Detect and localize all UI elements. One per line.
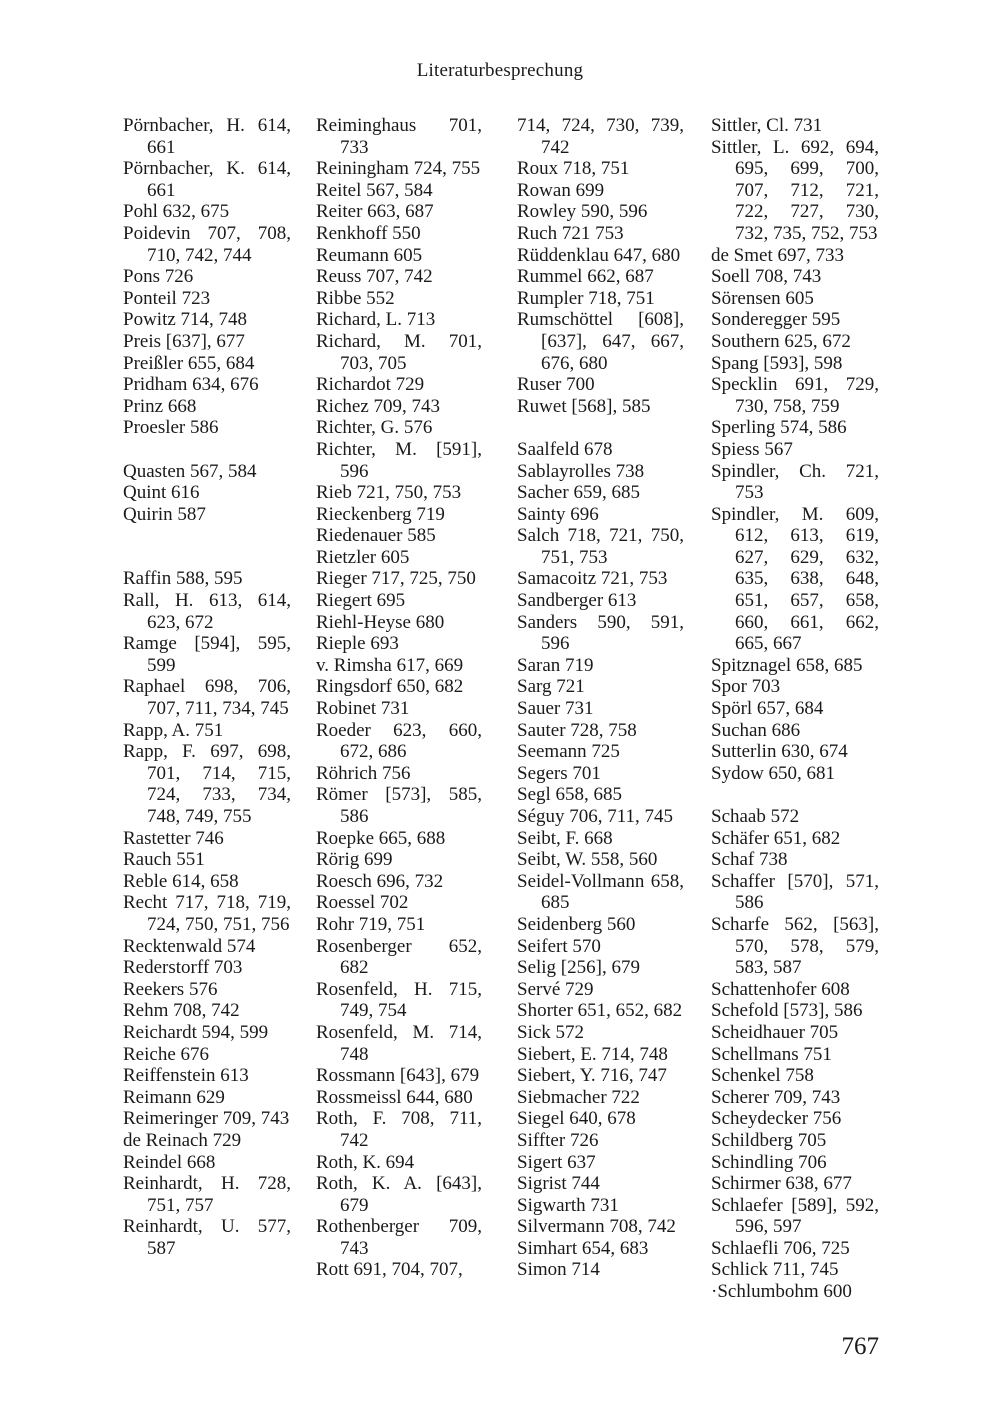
index-entry: Robinet 731 [316, 698, 410, 720]
index-entry: Rowley 590, 596 [517, 201, 648, 223]
section-gap [711, 784, 879, 806]
index-entry: Schaf 738 [711, 849, 788, 871]
page-number: 767 [841, 1333, 879, 1360]
index-entry: de Smet 697, 733 [711, 244, 844, 266]
index-entry: Silvermann 708, 742 [517, 1216, 676, 1238]
index-entry: Reimann 629 [123, 1086, 225, 1108]
index-entry: Schenkel 758 [711, 1065, 814, 1087]
index-entry: Southern 625, 672 [711, 330, 851, 352]
index-entry: Rüddenklau 647, 680 [517, 244, 681, 266]
index-entry: Seemann 725 [517, 741, 620, 763]
index-entry: Reiffenstein 613 [123, 1065, 249, 1087]
index-entry: Rall, H. 613, 614, 623, 672 [123, 590, 291, 633]
index-entry: Sutterlin 630, 674 [711, 741, 848, 763]
index-entry: Roth, K. 694 [316, 1151, 415, 1173]
index-entry: Siebert, E. 714, 748 [517, 1043, 668, 1065]
index-entry: Sörensen 605 [711, 287, 814, 309]
index-entry: Scheydecker 756 [711, 1108, 842, 1130]
index-entry: ·Schlumbohm 600 [711, 1281, 852, 1303]
index-entry: Riedenauer 585 [316, 525, 436, 547]
index-entry: Scharfe 562, [563], 570, 578, 579, 583, 587 [711, 913, 879, 979]
index-entry: Proesler 586 [123, 417, 219, 439]
index-entry: Rietzler 605 [316, 546, 410, 568]
index-entry: Raffin 588, 595 [123, 568, 243, 590]
index-entry: Schildberg 705 [711, 1129, 827, 1151]
index-entry: Schlaefer [589], 592, 596, 597 [711, 1194, 879, 1238]
index-entry: Siegel 640, 678 [517, 1108, 636, 1130]
index-entry: Rieckenberg 719 [316, 503, 445, 525]
section-gap [123, 439, 291, 461]
index-entry: Sick 572 [517, 1021, 585, 1043]
index-entry: Recktenwald 574 [123, 935, 256, 957]
index-entry: Rossmeissl 644, 680 [316, 1086, 473, 1108]
index-entry: Seifert 570 [517, 935, 601, 957]
index-entry: Richter, M. [591], 596 [316, 438, 482, 482]
index-entry: Renkhoff 550 [316, 222, 421, 244]
index-entry: Schaab 572 [711, 806, 800, 827]
index-entry: Preis [637], 677 [123, 330, 245, 352]
index-entry: Sperling 574, 586 [711, 417, 847, 439]
index-entry: Shorter 651, 652, 682 [517, 1000, 683, 1022]
index-entry: Reumann 605 [316, 244, 423, 266]
index-entry: Rieger 717, 725, 750 [316, 568, 476, 590]
index-entry: Soell 708, 743 [711, 266, 822, 288]
index-entry: Ramge [594], 595, 599 [123, 633, 291, 676]
index-entry: Séguy 706, 711, 745 [517, 806, 674, 827]
index-entry: Richardot 729 [316, 374, 425, 396]
index-entry: Saran 719 [517, 654, 594, 676]
index-entry: Siffter 726 [517, 1129, 599, 1151]
index-entry: Seibt, W. 558, 560 [517, 849, 658, 871]
index-entry: Salch 718, 721, 750, 751, 753 [517, 525, 684, 568]
index-entry: Rossmann [643], 679 [316, 1065, 480, 1087]
index-entry: v. Rimsha 617, 669 [316, 654, 464, 676]
index-entry: Sittler, L. 692, 694, 695, 699, 700, 707, 712, 721, 722, 727, 730, 732, 735, 752, 753 [711, 136, 879, 244]
index-entry: Spörl 657, 684 [711, 698, 824, 720]
index-entry: Sablayrolles 738 [517, 460, 645, 482]
index-entry: Rieple 693 [316, 633, 399, 655]
index-entry: Schattenhofer 608 [711, 978, 850, 1000]
index-entry: Spindler, Ch. 721, 753 [711, 460, 879, 504]
index-entry: Pohl 632, 675 [123, 201, 230, 223]
index-entry: Quasten 567, 584 [123, 460, 257, 482]
index-entry: Roeder 623, 660, 672, 686 [316, 719, 482, 763]
index-entry: Powitz 714, 748 [123, 309, 248, 331]
index-entry: Roesch 696, 732 [316, 870, 444, 892]
index-entry: Sanders 590, 591, 596 [517, 611, 684, 655]
running-header: Literaturbesprechung [416, 60, 584, 81]
index-entry: Segers 701 [517, 762, 601, 784]
index-entry: Sydow 650, 681 [711, 762, 836, 784]
index-entry: Quirin 587 [123, 503, 206, 525]
index-entry: Roth, F. 708, 711, 742 [316, 1108, 482, 1151]
index-entry: Sigwarth 731 [517, 1194, 619, 1216]
index-entry: de Reinach 729 [123, 1129, 242, 1151]
index-entry: Spitznagel 658, 685 [711, 654, 863, 676]
index-entry: Servé 729 [517, 978, 594, 1000]
index-entry: Suchan 686 [711, 719, 801, 741]
index-entry: Rosenfeld, H. 715, 749, 754 [316, 978, 482, 1022]
index-column-1 [123, 115, 291, 1259]
index-entry: Pörnbacher, H. 614, 661 [123, 115, 291, 158]
index-entry: Simon 714 [517, 1259, 600, 1281]
index-entry: Recht 717, 718, 719, 724, 750, 751, 756 [123, 892, 291, 935]
index-entry: Spindler, M. 609, 612, 613, 619, 627, 629, 632, 635, 638, 648, 651, 657, 658, 660, 661, 662, 665, 667 [711, 503, 879, 655]
index-entry: Rummel 662, 687 [517, 266, 654, 288]
index-entry: Schaffer [570], 571, 586 [711, 870, 879, 914]
index-entry: Pridham 634, 676 [123, 374, 259, 396]
index-entry: Scheidhauer 705 [711, 1021, 839, 1043]
index-entry: Sigert 637 [517, 1151, 596, 1173]
index-entry: Ruwet [568], 585 [517, 395, 651, 417]
section-gap [123, 547, 291, 569]
index-entry: Ruser 700 [517, 374, 595, 396]
index-entry: Pörnbacher, K. 614, 661 [123, 158, 291, 201]
index-entry: Rehm 708, 742 [123, 1000, 240, 1022]
index-entry: Specklin 691, 729, 730, 758, 759 [711, 374, 879, 417]
index-entry: Schefold [573], 586 [711, 1000, 863, 1022]
index-entry: Simhart 654, 683 [517, 1237, 649, 1259]
index-column-4 [711, 115, 879, 1303]
index-entry: Seibt, F. 668 [517, 827, 613, 849]
index-entry: Rowan 699 [517, 179, 605, 201]
index-entry: Rörig 699 [316, 849, 393, 871]
index-entry: Schellmans 751 [711, 1043, 832, 1065]
index-entry: Prinz 668 [123, 395, 197, 417]
index-entry: Rastetter 746 [123, 827, 224, 849]
index-entry: Segl 658, 685 [517, 784, 623, 806]
index-entry: Schlaefli 706, 725 [711, 1237, 850, 1259]
index-entry: Ponteil 723 [123, 287, 211, 309]
index-entry: Rosenberger 652, 682 [316, 935, 482, 979]
index-entry: Reimeringer 709, 743 [123, 1108, 290, 1130]
index-entry: Ringsdorf 650, 682 [316, 676, 464, 698]
index-entry: Preißler 655, 684 [123, 352, 255, 374]
index-entry: Saalfeld 678 [517, 438, 613, 460]
index-entry: Spor 703 [711, 676, 781, 698]
index-entry: Rauch 551 [123, 849, 205, 871]
index-entry: Sainty 696 [517, 503, 599, 525]
index-entry: Seidenberg 560 [517, 913, 636, 935]
index-entry: Reinhardt, U. 577, 587 [123, 1216, 291, 1259]
index-entry: Sacher 659, 685 [517, 482, 640, 504]
index-entry: Sigrist 744 [517, 1173, 600, 1195]
index-entry: Röhrich 756 [316, 762, 411, 784]
index-entry: Riegert 695 [316, 590, 406, 612]
index-entry: 714, 724, 730, 739, 742 [517, 115, 684, 158]
index-entry: Römer [573], 585, 586 [316, 784, 482, 827]
index-entry: Schäfer 651, 682 [711, 827, 841, 849]
index-entry: Rieb 721, 750, 753 [316, 482, 462, 504]
index-entry: Roessel 702 [316, 892, 409, 914]
index-entry: Poidevin 707, 708, 710, 742, 744 [123, 222, 291, 266]
index-entry: Rumschöttel [608], [637], 647, 667, 676, 680 [517, 309, 684, 374]
index-column-2 [316, 115, 482, 1281]
index-entry: Roux 718, 751 [517, 158, 630, 180]
index-entry: Ribbe 552 [316, 287, 395, 309]
index-entry: Rott 691, 704, 707, [316, 1259, 463, 1281]
index-column-3 [517, 115, 684, 1281]
index-entry: Rederstorff 703 [123, 957, 243, 979]
index-entry: Schlick 711, 745 [711, 1259, 839, 1281]
index-entry: Schirmer 638, 677 [711, 1173, 852, 1195]
index-entry: Reiche 676 [123, 1043, 210, 1065]
index-entry: Schindling 706 [711, 1151, 827, 1173]
index-entry: Sauer 731 [517, 698, 594, 720]
index-entry: Rapp, F. 697, 698, 701, 714, 715, 724, 733, 734, 748, 749, 755 [123, 741, 291, 827]
index-entry: Reiningham 724, 755 [316, 158, 481, 180]
index-entry: Reble 614, 658 [123, 870, 239, 892]
index-entry: Spang [593], 598 [711, 352, 843, 374]
index-entry: Spiess 567 [711, 438, 793, 460]
index-entry: Sonderegger 595 [711, 309, 841, 331]
section-gap [123, 525, 291, 547]
index-entry: Selig [256], 679 [517, 957, 640, 979]
section-gap [517, 417, 684, 439]
index-entry: Richard, L. 713 [316, 309, 436, 331]
index-entry: Sandberger 613 [517, 590, 637, 612]
index-entry: Ruch 721 753 [517, 222, 624, 244]
index-entry: Reiminghaus 701, 733 [316, 115, 482, 158]
index-entry: Sauter 728, 758 [517, 719, 637, 741]
index-entry: Roepke 665, 688 [316, 827, 446, 849]
index-entry: Rapp, A. 751 [123, 719, 224, 741]
index-entry: Pons 726 [123, 266, 194, 288]
index-entry: Siebert, Y. 716, 747 [517, 1065, 667, 1087]
index-entry: Richard, M. 701, 703, 705 [316, 330, 482, 374]
index-entry: Siebmacher 722 [517, 1086, 640, 1108]
index-entry: Reindel 668 [123, 1151, 216, 1173]
index-entry: Rohr 719, 751 [316, 913, 426, 935]
index-entry: Richez 709, 743 [316, 395, 441, 417]
index-entry: Riehl-Heyse 680 [316, 611, 445, 633]
index-entry: Sittler, Cl. 731 [711, 115, 823, 136]
index-entry: Reitel 567, 584 [316, 179, 433, 201]
index-entry: Reiter 663, 687 [316, 201, 434, 223]
index-entry: Reuss 707, 742 [316, 266, 433, 288]
index-entry: Rosenfeld, M. 714, 748 [316, 1021, 482, 1065]
index-entry: Rumpler 718, 751 [517, 287, 655, 309]
index-entry: Reekers 576 [123, 978, 218, 1000]
index-entry: Scherer 709, 743 [711, 1086, 841, 1108]
index-entry: Sarg 721 [517, 676, 585, 698]
index-entry: Samacoitz 721, 753 [517, 568, 668, 590]
index-entry: Seidel-Vollmann 658, 685 [517, 870, 684, 914]
index-entry: Raphael 698, 706, 707, 711, 734, 745 [123, 676, 291, 720]
index-entry: Rothenberger 709, 743 [316, 1216, 482, 1259]
index-entry: Quint 616 [123, 482, 200, 504]
index-entry: Roth, K. A. [643], 679 [316, 1173, 482, 1216]
index-entry: Reinhardt, H. 728, 751, 757 [123, 1173, 291, 1216]
index-entry: Reichardt 594, 599 [123, 1021, 269, 1043]
index-entry: Richter, G. 576 [316, 417, 433, 439]
